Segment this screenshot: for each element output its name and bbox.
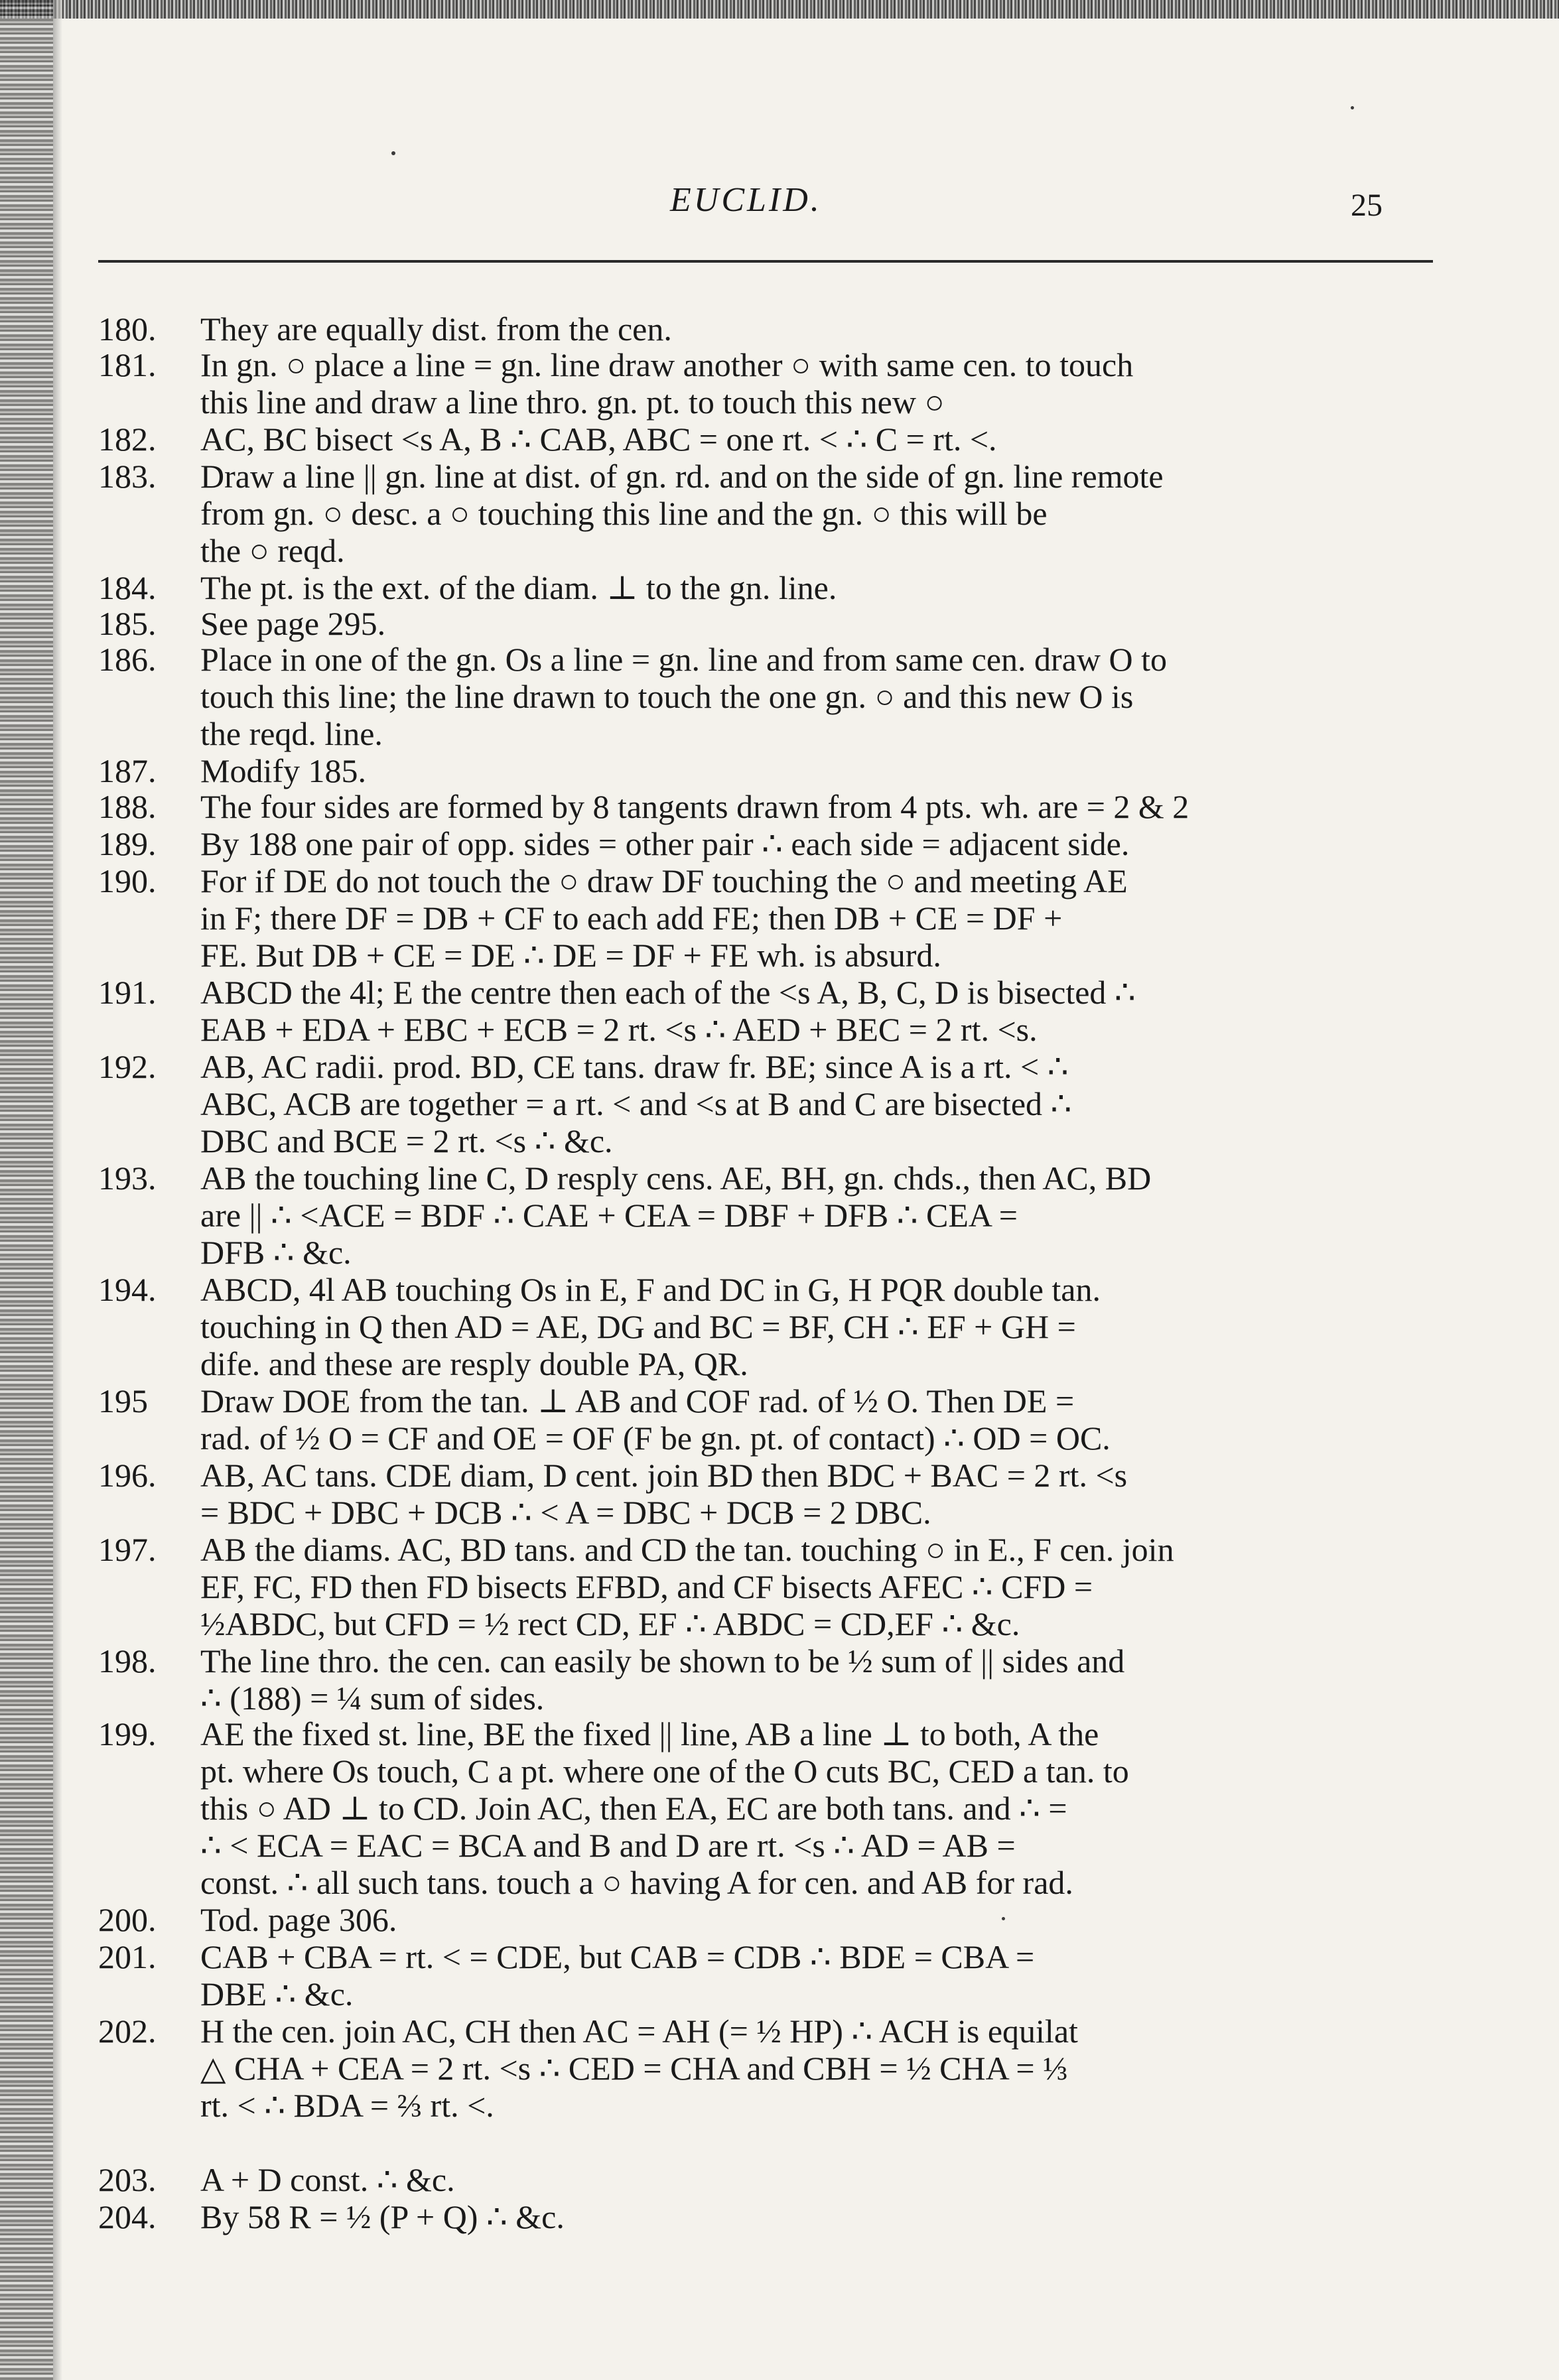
entry-line: The line thro. the cen. can easily be shown to be ½ sum of || sides and: [200, 1642, 1125, 1680]
entry-line: AB, AC radii. prod. BD, CE tans. draw fr. BE; since A is a rt. < ∴: [200, 1048, 1069, 1085]
entry-number: 183.: [98, 458, 157, 495]
entry-line: Draw DOE from the tan. ⊥ AB and COF rad. of ½ O. Then DE =: [200, 1382, 1075, 1420]
entry-line: AB the diams. AC, BD tans. and CD the tan. touching ○ in E., F cen. join: [200, 1531, 1174, 1568]
entry-line: in F; there DF = DB + CF to each add FE; then DB + CE = DF +: [200, 899, 1063, 937]
entry-line: DBE ∴ &c.: [200, 1975, 354, 2013]
entry-line: △ CHA + CEA = 2 rt. <s ∴ CED = CHA and CBH = ½ CHA = ⅓: [200, 2050, 1068, 2087]
page-edge-left: [0, 0, 53, 2380]
entry-line: are || ∴ <ACE = BDF ∴ CAE + CEA = DBF + DFB ∴ CEA =: [200, 1197, 1018, 1234]
entry-line: The four sides are formed by 8 tangents drawn from 4 pts. wh. are = 2 & 2: [200, 788, 1189, 825]
entry-line: CAB + CBA = rt. < = CDE, but CAB = CDB ∴ BDE = CBA =: [200, 1938, 1035, 1975]
entry-line: Tod. page 306.: [200, 1901, 397, 1938]
entry-line: rt. < ∴ BDA = ⅔ rt. <.: [200, 2087, 494, 2124]
entry-number: 193.: [98, 1159, 157, 1197]
speck-2: [1351, 106, 1354, 109]
entry-line: DFB ∴ &c.: [200, 1234, 352, 1271]
entry-number: 198.: [98, 1642, 157, 1680]
entry-line: ∴ < ECA = EAC = BCA and B and D are rt. <s ∴ AD = AB =: [200, 1827, 1016, 1864]
entry-line: this ○ AD ⊥ to CD. Join AC, then EA, EC are both tans. and ∴ =: [200, 1790, 1067, 1827]
entry-number: 187.: [98, 752, 157, 789]
entry-number: 191.: [98, 974, 157, 1011]
entry-line: = BDC + DBC + DCB ∴ < A = DBC + DCB = 2 DBC.: [200, 1494, 931, 1531]
entry-line: const. ∴ all such tans. touch a ○ having A for cen. and AB for rad.: [200, 1864, 1073, 1901]
entry-number: 196.: [98, 1457, 157, 1494]
entry-number: 201.: [98, 1938, 157, 1975]
entry-line: the reqd. line.: [200, 715, 383, 752]
page-number: 25: [1351, 188, 1383, 223]
entry-line: Modify 185.: [200, 752, 366, 789]
entry-line: They are equally dist. from the cen.: [200, 310, 672, 348]
entry-line: By 188 one pair of opp. sides = other pair ∴ each side = adjacent side.: [200, 825, 1130, 862]
entry-number: 188.: [98, 788, 157, 825]
entry-line: touching in Q then AD = AE, DG and BC = BF, CH ∴ EF + GH =: [200, 1308, 1076, 1345]
entry-line: AB, AC tans. CDE diam, D cent. join BD then BDC + BAC = 2 rt. <s: [200, 1457, 1128, 1494]
entry-number: 185.: [98, 605, 157, 642]
entry-line: By 58 R = ½ (P + Q) ∴ &c.: [200, 2198, 565, 2235]
entry-number: 200.: [98, 1901, 157, 1938]
header-rule: [98, 260, 1433, 263]
entry-line: EAB + EDA + EBC + ECB = 2 rt. <s ∴ AED + BEC = 2 rt. <s.: [200, 1011, 1038, 1048]
entry-number: 184.: [98, 569, 157, 606]
entry-number: 190.: [98, 862, 157, 899]
entry-line: AB the touching line C, D resply cens. AE, BH, gn. chds., then AC, BD: [200, 1159, 1152, 1197]
speck-3: [1002, 1917, 1005, 1920]
entry-line: H the cen. join AC, CH then AC = AH (= ½ HP) ∴ ACH is equilat: [200, 2013, 1078, 2050]
entry-line: Draw a line || gn. line at dist. of gn. rd. and on the side of gn. line remote: [200, 458, 1164, 495]
page-edge-top: [0, 0, 1559, 19]
entry-number: 181.: [98, 346, 157, 383]
entry-line: touch this line; the line drawn to touch the one gn. ○ and this new O is: [200, 678, 1134, 715]
entry-line: ½ABDC, but CFD = ½ rect CD, EF ∴ ABDC = CD,EF ∴ &c.: [200, 1605, 1020, 1642]
entry-line: EF, FC, FD then FD bisects EFBD, and CF bisects AFEC ∴ CFD =: [200, 1568, 1093, 1605]
entry-line: from gn. ○ desc. a ○ touching this line and the gn. ○ this will be: [200, 495, 1048, 532]
entry-line: In gn. ○ place a line = gn. line draw another ○ with same cen. to touch: [200, 346, 1134, 383]
entry-line: the ○ reqd.: [200, 532, 345, 569]
entry-line: Place in one of the gn. Os a line = gn. line and from same cen. draw O to: [200, 641, 1167, 678]
entry-line: pt. where Os touch, C a pt. where one of the O cuts BC, CED a tan. to: [200, 1752, 1129, 1790]
entry-line: this line and draw a line thro. gn. pt. to touch this new ○: [200, 383, 945, 421]
entry-line: For if DE do not touch the ○ draw DF touching the ○ and meeting AE: [200, 862, 1128, 899]
entry-line: ABCD the 4l; E the centre then each of the <s A, B, C, D is bisected ∴: [200, 974, 1136, 1011]
entry-number: 180.: [98, 310, 157, 348]
entry-line: dife. and these are resply double PA, QR.: [200, 1345, 748, 1382]
entry-number: 192.: [98, 1048, 157, 1085]
entry-number: 194.: [98, 1271, 157, 1308]
entry-number: 186.: [98, 641, 157, 678]
entry-line: A + D const. ∴ &c.: [200, 2161, 455, 2198]
entry-line: AC, BC bisect <s A, B ∴ CAB, ABC = one rt. < ∴ C = rt. <.: [200, 421, 997, 458]
entry-number: 182.: [98, 421, 157, 458]
entry-number: 202.: [98, 2013, 157, 2050]
entry-line: ∴ (188) = ¼ sum of sides.: [200, 1680, 545, 1717]
running-head: EUCLID.: [670, 181, 822, 219]
entry-line: ABCD, 4l AB touching Os in E, F and DC in G, H PQR double tan.: [200, 1271, 1101, 1308]
entry-line: FE. But DB + CE = DE ∴ DE = DF + FE wh. is absurd.: [200, 937, 941, 974]
entry-line: See page 295.: [200, 605, 386, 642]
entry-line: The pt. is the ext. of the diam. ⊥ to the gn. line.: [200, 569, 837, 606]
page-edge-shadow: [53, 0, 62, 2380]
entry-line: AE the fixed st. line, BE the fixed || line, AB a line ⊥ to both, A the: [200, 1715, 1099, 1752]
entry-number: 195: [98, 1382, 148, 1420]
entry-number: 199.: [98, 1715, 157, 1752]
entry-line: rad. of ½ O = CF and OE = OF (F be gn. pt. of contact) ∴ OD = OC.: [200, 1420, 1111, 1457]
entry-number: 197.: [98, 1531, 157, 1568]
entry-number: 203.: [98, 2161, 157, 2198]
speck-1: [391, 151, 395, 155]
entry-number: 204.: [98, 2198, 157, 2235]
entry-line: DBC and BCE = 2 rt. <s ∴ &c.: [200, 1122, 613, 1159]
entry-line: ABC, ACB are together = a rt. < and <s at B and C are bisected ∴: [200, 1085, 1072, 1122]
entry-number: 189.: [98, 825, 157, 862]
